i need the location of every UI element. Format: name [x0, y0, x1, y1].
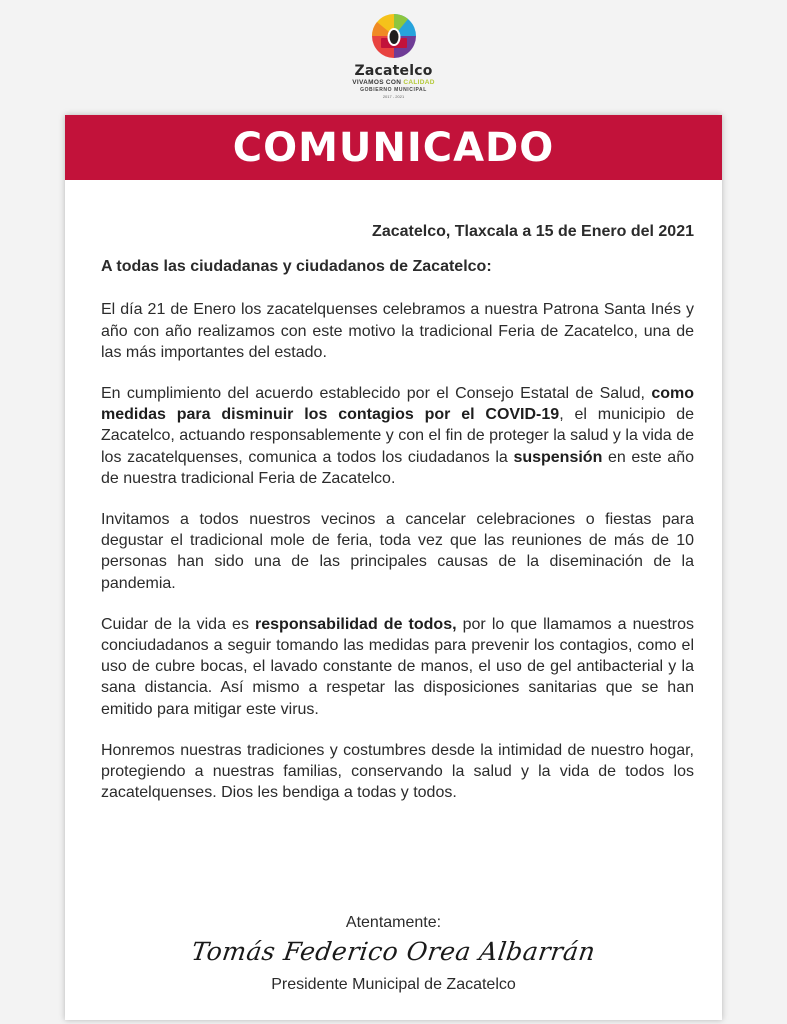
letter-body: [101, 221, 694, 803]
signer-role: Presidente Municipal de Zacatelco: [271, 976, 516, 993]
paragraph-3: Invitamos a todos nuestros vecinos a cancelar celebraciones o fiestas para degustar el tradicional mole de feria, toda vez que las reuniones de más de 10 personas han sido una de las principales causas de la diseminación de la pandemia.: [101, 511, 694, 592]
logo-government: GOBIERNO MUNICIPAL: [360, 87, 427, 93]
logo-slogan-accent: CALIDAD: [403, 79, 435, 86]
paragraph-2-text-c: , el municipio de Zacatelco, actuando responsablemente y con el fin de proteger la salud y la vida de los zacatelquenses, comunica a todos los ciudadanos la: [101, 406, 694, 466]
paragraph-5: Honremos nuestras tradiciones y costumbres desde la intimidad de nuestro hogar, protegiendo a nuestras familias, conservando la salud y la vida de todos los zacatelquenses. Dios les bendiga a todas y todos.: [101, 741, 694, 802]
signature: Tomás Federico Orea Albarrán: [189, 937, 598, 966]
paragraph-4: [101, 614, 694, 720]
paragraph-2-text-e: en este año de nuestra tradicional Feria de Zacatelco.: [101, 448, 694, 487]
closing-farewell: Atentamente:: [345, 914, 442, 931]
logo-slogan-main: VIVAMOS CON: [352, 79, 402, 86]
zacatelco-emblem-icon: [368, 10, 420, 62]
page-title: COMUNICADO: [232, 124, 555, 171]
logo-slogan: [352, 79, 435, 86]
communique-sheet: [65, 115, 722, 1020]
letter-date: Zacatelco, Tlaxcala a 15 de Enero del 2021: [372, 223, 694, 240]
paragraph-4-text-a: Cuidar de la vida es: [101, 615, 256, 633]
logo-years: 2017 - 2021: [382, 94, 405, 99]
paragraph-2-bold-measures: como medidas para disminuir los contagios por el COVID-19: [101, 385, 694, 424]
title-banner: [65, 115, 722, 180]
paragraph-4-bold-responsibility: responsabilidad de todos,: [255, 615, 457, 633]
paragraph-2-text-a: En cumplimiento del acuerdo establecido por el Consejo Estatal de Salud,: [101, 385, 652, 403]
municipal-logo: [0, 10, 787, 99]
paragraph-2: [101, 383, 694, 489]
paragraph-2-bold-suspension: suspensión: [513, 448, 603, 466]
paragraph-4-text-c: por lo que llamamos a nuestros conciudadanos a seguir tomando las medidas para prevenir los contagios, como el uso de cubre bocas, el lavado constante de manos, el uso de gel antibacterial y la sana distancia. Así mismo a respetar las disposiciones sanitarias que se han emitido para mitigar este virus.: [101, 615, 695, 718]
logo-name: Zacatelco: [354, 63, 433, 79]
paragraph-1: El día 21 de Enero los zacatelquenses celebramos a nuestra Patrona Santa Inés y año con año realizamos con este motivo la tradicional Feria de Zacatelco, una de las más importantes del estado.: [101, 301, 694, 361]
letter-greeting: A todas las ciudadanas y ciudadanos de Zacatelco:: [101, 258, 492, 276]
